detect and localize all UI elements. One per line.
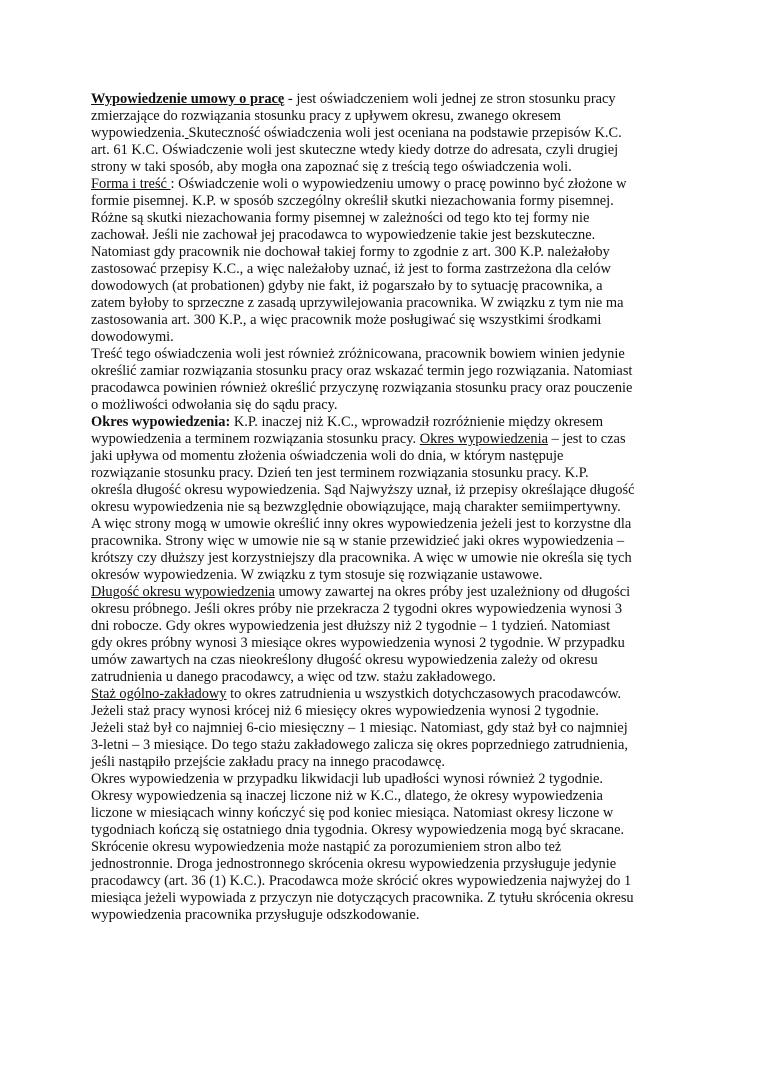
text-line — [91, 312, 671, 329]
document-page — [91, 91, 671, 924]
text-line — [91, 346, 671, 363]
text-line — [91, 244, 671, 261]
text-run: okresu wypowiedzenia nie są bezwzględnie obowiązujące, mają charakter semiimpertywny. — [91, 499, 621, 515]
text-run: o możliwości odwołania się do sądu pracy. — [91, 397, 338, 413]
text-run: 3-letni – 3 miesiące. Do tego stażu zakładowego zalicza się okres poprzedniego zatrudnienia, — [91, 737, 629, 753]
text-run: wypowiedzenia a terminem rozwiązania stosunku pracy. — [91, 431, 420, 447]
text-run: jeśli nastąpiło przejście zakładu pracy na innego pracodawcę. — [91, 754, 446, 770]
text-run: Okresy wypowiedzenia są inaczej liczone niż w K.C., dlatego, że okresy wypowiedzenia — [91, 788, 603, 804]
text-run: liczone w miesiącach winny kończyć się pod koniec miesiąca. Natomiast okresy liczone w — [91, 805, 614, 821]
text-line — [91, 448, 671, 465]
heading-text: Wypowiedzenie umowy o pracę — [91, 91, 285, 107]
text-run: pracodawcy (art. 36 (1) K.C.). Pracodawca może skrócić okres wypowiedzenia najwyżej do 1 — [91, 873, 632, 889]
text-run: zastosowania art. 300 K.P., a więc pracownik może posługiwać się wszystkimi środkami — [91, 312, 602, 328]
text-run: określa długość okresu wypowiedzenia. Sąd Najwyższy uznał, iż przepisy określające długość — [91, 482, 635, 498]
text-line — [91, 431, 671, 448]
text-line — [91, 584, 671, 601]
text-line — [91, 788, 671, 805]
text-run: zmierzające do rozwiązania stosunku pracy z upływem okresu, zwanego okresem — [91, 108, 561, 124]
text-line — [91, 176, 671, 193]
text-run: wypowiedzenia. — [91, 125, 185, 141]
text-run: Natomiast gdy pracownik nie dochował takiej formy to zgodnie z art. 300 K.P. należałoby — [91, 244, 610, 260]
text-run: Jeżeli staż był co najmniej 6-cio miesięczny – 1 miesiąc. Natomiast, gdy staż był co najmniej — [91, 720, 628, 736]
text-line — [91, 856, 671, 873]
text-run: umowy zawartej na okres próby jest uzależniony od długości — [274, 584, 631, 600]
text-run: określić zamiar rozwiązania stosunku pracy oraz wskazać termin jego rozwiązania. Natomiast — [91, 363, 633, 379]
text-run: umów zawartych na czas nieokreślony długość okresu wypowiedzenia zależy od okresu — [91, 652, 598, 668]
text-run: jaki upływa od momentu złożenia oświadczenia woli do dnia, w którym następuje — [91, 448, 564, 464]
text-line — [91, 533, 671, 550]
text-line — [91, 669, 671, 686]
text-line — [91, 142, 671, 159]
underlined-term: Okres wypowiedzenia — [419, 431, 549, 447]
text-line — [91, 771, 671, 788]
text-line — [91, 839, 671, 856]
text-line — [91, 329, 671, 346]
text-line — [91, 805, 671, 822]
text-line — [91, 754, 671, 771]
text-line — [91, 567, 671, 584]
text-run: zatem byłoby to sprzeczne z zasadą uprzywilejowania pracownika. W związku z tym nie ma — [91, 295, 624, 311]
text-line — [91, 482, 671, 499]
text-run: jednostronnie. Droga jednostronnego skrócenia okresu wypowiedzenia przysługuje jedynie — [91, 856, 617, 872]
underlined-term: Forma i treść — [91, 176, 171, 192]
text-line — [91, 703, 671, 720]
text-line — [91, 227, 671, 244]
text-line — [91, 108, 671, 125]
underlined-term: Staż ogólno-zakładowy — [91, 686, 227, 702]
text-line — [91, 907, 671, 924]
text-run: tygodniach kończą się ostatniego dnia tygodnia. Okresy wypowiedzenia mogą być skracane. — [91, 822, 625, 838]
text-run: dowodowych (at probationen) gdyby nie fakt, iż pogarszało by to sytuację pracownika, a — [91, 278, 603, 294]
text-line — [91, 159, 671, 176]
text-line — [91, 414, 671, 431]
text-line — [91, 635, 671, 652]
text-line — [91, 499, 671, 516]
text-run: okresu próbnego. Jeśli okres próby nie przekracza 2 tygodni okres wypowiedzenia wynosi 3 — [91, 601, 623, 617]
text-run: zatrudnienia u danego pracodawcy, a więc od tzw. stażu zakładowego. — [91, 669, 496, 685]
text-run: dni robocze. Gdy okres wypowiedzenia jest dłuższy niż 2 tygodnie – 1 tydzień. Natomiast — [91, 618, 611, 634]
text-line — [91, 210, 671, 227]
text-line — [91, 652, 671, 669]
text-run: zastosować przepisy K.C., a więc należałoby uznać, iż jest to forma zastrzeżona dla celów — [91, 261, 611, 277]
text-run: Jeżeli staż pracy wynosi krócej niż 6 miesięcy okres wypowiedzenia wynosi 2 tygodnie. — [91, 703, 599, 719]
text-run: Treść tego oświadczenia woli jest również zróżnicowana, pracownik bowiem winien jedynie — [91, 346, 625, 362]
text-line — [91, 295, 671, 312]
text-run: Skuteczność oświadczenia woli jest oceniana na podstawie przepisów K.C. — [188, 125, 622, 141]
text-line — [91, 91, 671, 108]
text-line — [91, 465, 671, 482]
underlined-term: Długość okresu wypowiedzenia — [91, 584, 275, 600]
text-run: A więc strony mogą w umowie określić inny okres wypowiedzenia jeżeli jest to korzystne dla — [91, 516, 632, 532]
text-run: pracownika. Strony więc w umowie nie są w stanie przewidzieć jaki okres wypowiedzenia – — [91, 533, 625, 549]
text-run: Okres wypowiedzenia w przypadku likwidacji lub upadłości wynosi również 2 tygodnie. — [91, 771, 603, 787]
text-line — [91, 686, 671, 703]
text-run: krótszy czy dłuższy jest korzystniejszy dla pracownika. A więc w umowie nie określa się tych — [91, 550, 632, 566]
text-run: formie pisemnej. K.P. w sposób szczególny określił skutki niezachowania formy pisemnej. — [91, 193, 614, 209]
text-run: miesiąca jeżeli wypowiada z przyczyn nie dotyczących pracownika. Z tytułu skrócenia okresu — [91, 890, 634, 906]
text-line — [91, 737, 671, 754]
text-run: art. 61 K.C. Oświadczenie woli jest skuteczne wtedy kiedy dotrze do adresata, czyli drugiej — [91, 142, 619, 158]
text-line — [91, 125, 671, 142]
text-run: wypowiedzenia pracownika przysługuje odszkodowanie. — [91, 907, 420, 923]
text-line — [91, 601, 671, 618]
text-run: pracodawca powinien również określić przyczynę rozwiązania stosunku pracy oraz pouczenie — [91, 380, 633, 396]
text-line — [91, 278, 671, 295]
text-run: - jest oświadczeniem woli jednej ze stron stosunku pracy — [284, 91, 616, 107]
text-run: : Oświadczenie woli o wypowiedzeniu umowy o pracę powinno być złożone w — [170, 176, 627, 192]
text-run: Różne są skutki niezachowania formy pisemnej w zależności od tego kto tej formy nie — [91, 210, 590, 226]
text-line — [91, 397, 671, 414]
text-line — [91, 380, 671, 397]
text-line — [91, 720, 671, 737]
text-line — [91, 550, 671, 567]
text-run: dowodowymi. — [91, 329, 174, 345]
text-run: K.P. inaczej niż K.C., wprowadził rozróżnienie między okresem — [230, 414, 604, 430]
text-line — [91, 363, 671, 380]
text-run: strony w taki sposób, aby mogła ona zapoznać się z treścią tego oświadczenia woli. — [91, 159, 572, 175]
text-line — [91, 193, 671, 210]
text-line — [91, 890, 671, 907]
text-line — [91, 822, 671, 839]
text-run: – jest to czas — [548, 431, 626, 447]
text-run: to okres zatrudnienia u wszystkich dotychczasowych pracodawców. — [226, 686, 622, 702]
text-run: Skrócenie okresu wypowiedzenia może nastąpić za porozumieniem stron albo też — [91, 839, 562, 855]
text-line — [91, 261, 671, 278]
text-run: rozwiązanie stosunku pracy. Dzień ten jest terminem rozwiązania stosunku pracy. K.P. — [91, 465, 589, 481]
text-line — [91, 873, 671, 890]
text-line — [91, 516, 671, 533]
text-run: gdy okres próbny wynosi 3 miesiące okres wypowiedzenia wynosi 2 tygodnie. W przypadku — [91, 635, 625, 651]
text-line — [91, 618, 671, 635]
bold-text: Okres wypowiedzenia: — [91, 414, 231, 430]
text-run: okresów wypowiedzenia. W związku z tym stosuje się rozwiązanie ustawowe. — [91, 567, 543, 583]
text-run: zachował. Jeśli nie zachował jej pracodawca to wypowiedzenie takie jest bezskuteczne. — [91, 227, 596, 243]
